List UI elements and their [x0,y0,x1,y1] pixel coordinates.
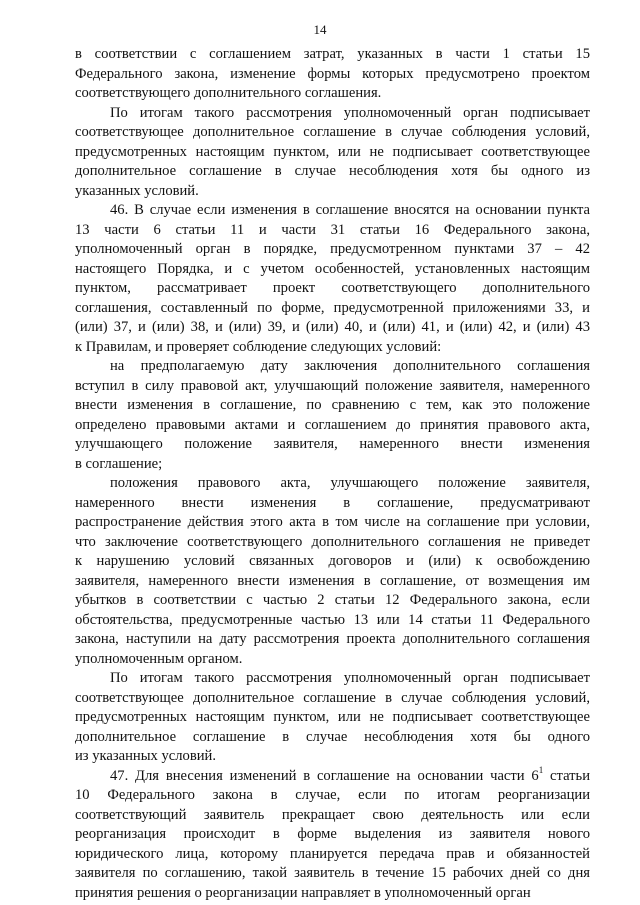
text-line: По итогам такого рассмотрения уполномоченный орган подписывает [110,104,590,121]
text-line [75,764,591,787]
text-segment: статьи [543,767,591,784]
text-line: дополнительное соглашение в случае несоблюдения хотя бы одного из [75,163,590,179]
text-line: соответствующий заявитель прекращает свою деятельность или если [75,806,590,823]
superscript: 1 [538,764,544,775]
text-line: на предполагаемую дату заключения дополнительного соглашения [110,358,590,374]
paragraph [75,474,590,669]
text-line: уполномоченный орган в порядке, предусмотренном пунктами 37 – 42 [75,241,590,257]
paragraph [75,357,590,474]
text-line: улучшающего положение заявителя, намеренного внести изменения [75,436,590,452]
text-line: заявителя, намеренного внести изменения в соглашение, от возмещения им [75,572,590,589]
text-line: 13 части 6 статьи 11 и части 31 статьи 16 Федерального закона, [75,221,590,238]
text-line: закона, наступили на дату рассмотрения проекта дополнительного соглашения [75,631,590,647]
text-line: соглашения, составленный по форме, предусмотренной приложениями 33, и [75,299,590,316]
text-line: предусмотренных настоящим пунктом, или не подписывает соответствующее [75,143,590,160]
text-line: (или) 37, и (или) 38, и (или) 39, и (или) 40, и (или) 41, и (или) 42, и (или) 43 [75,319,590,335]
text-line: указанных условий. [75,182,199,199]
text-line: По итогам такого рассмотрения уполномоченный орган подписывает [110,670,590,686]
text-line: реорганизация происходит в форме выделения из заявителя нового [75,826,590,842]
text-line: намеренного внести изменения в соглашение, предусматривают [75,494,590,511]
text-line: в соглашение; [75,455,163,472]
paragraph [75,45,590,104]
text-line: заявителя по соглашению, такой заявитель в течение 15 рабочих дней со дня [75,865,590,881]
text-line: пунктом, рассматривает проект соответствующего дополнительного [75,280,590,296]
text-line: принятия решения о реорганизации направляет в уполномоченный орган [75,884,531,901]
text-line: из указанных условий. [75,748,216,764]
paragraph [75,201,590,357]
text-line: обстоятельства, предусмотренные частью 13 или 14 статьи 11 Федерального [75,611,590,628]
text-line: 46. В случае если изменения в соглашение вносятся на основании пункта [110,202,590,218]
text-line: к нарушению условий связанных договоров и (или) к освобождению [75,553,590,569]
text-line: вступил в силу правовой акт, улучшающий положение заявителя, намеренного [75,377,590,394]
text-line: предусмотренных настоящим пунктом, или не подписывает соответствующее [75,709,590,725]
text-line: соответствующее дополнительное соглашение в случае соблюдения условий, [75,689,590,706]
text-line: Федерального закона, изменение формы которых предусмотрено проектом [75,65,590,82]
text-line: юридического лица, которому планируется передача прав и обязанностей [75,845,590,862]
text-line: к Правилам, и проверяет соблюдение следующих условий: [75,338,442,355]
page-number: 14 [313,22,327,37]
text-line: распространение действия этого акта в том числе на соглашение при условии, [75,514,590,530]
paragraph [75,764,591,904]
text-line: что заключение соответствующего дополнительного соглашения не приведет [75,533,590,550]
text-line: положения правового акта, улучшающего положение заявителя, [110,475,590,491]
text-line: уполномоченным органом. [75,650,243,667]
text-segment: 47. Для внесения изменений в соглашение на основании части 6 [110,767,539,784]
text-line: соответствующее дополнительное соглашение в случае соблюдения условий, [75,124,590,140]
text-line: определено правовыми актами и соглашением до принятия правового акта, [75,416,590,433]
text-line: 10 Федерального закона в случае, если по итогам реорганизации [75,787,590,803]
text-line: внести изменения в соглашение, по сравнению с тем, как это положение [75,397,590,413]
text-line: убытков в соответствии с частью 2 статьи 12 Федерального закона, если [75,592,590,608]
text-line: настоящего Порядка, и с учетом особенностей, установленных настоящим [75,260,590,277]
text-line: в соответствии с соглашением затрат, указанных в части 1 статьи 15 [75,46,590,62]
document-body [75,45,590,903]
paragraph [75,669,590,767]
paragraph [75,104,590,202]
text-line: дополнительное соглашение в случае несоблюдения хотя бы одного [75,728,590,745]
text-line: соответствующего дополнительного соглашения. [75,85,382,101]
